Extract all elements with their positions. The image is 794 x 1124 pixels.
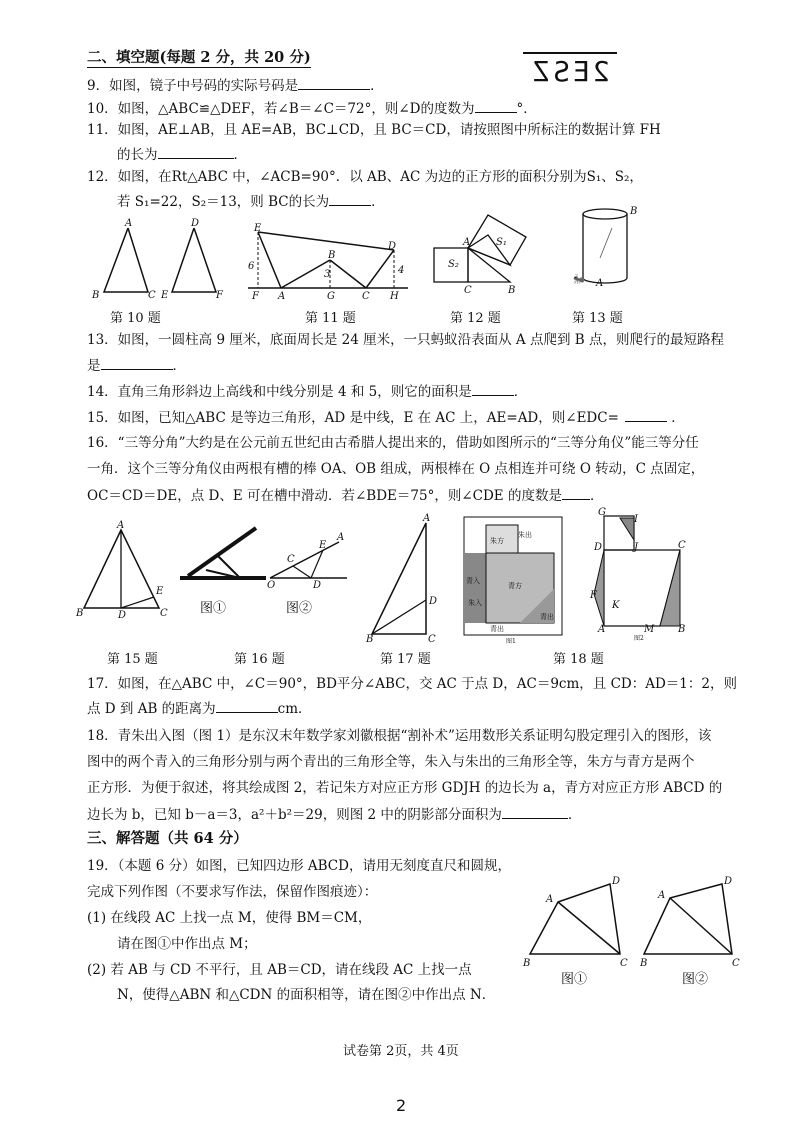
svg-text:A: A	[598, 624, 606, 635]
svg-text:C: C	[148, 290, 156, 301]
question-16-line2: 一角．这个三等分角仪由两根有槽的棒 OA、OB 组成，两根棒在 O 点相连并可绕 O 转动，C 点固定，	[87, 461, 705, 477]
svg-text:🐜: 🐜	[572, 274, 585, 285]
question-19-part1: (1) 在线段 AC 上找一点 M，使得 BM＝CM，	[87, 910, 372, 926]
svg-text:C: C	[464, 285, 472, 296]
svg-text:F: F	[216, 290, 223, 301]
caption-q18: 第 18 题	[553, 652, 604, 667]
page-info: 试卷第 2页，共 4页	[343, 1044, 459, 1059]
svg-text:F: F	[590, 590, 597, 601]
svg-text:A: A	[423, 513, 431, 524]
svg-text:C: C	[428, 634, 436, 645]
figure-q17	[366, 513, 441, 645]
question-18-line3: 正方形．为便于叙述，将其绘成图 2，若记朱方对应正方形 GDJH 的边长为 a，青方对应正方形 ABCD 的	[87, 780, 723, 796]
question-13-line1: 13．如图，一圆柱高 9 厘米，底面周长是 24 厘米，一只蚂蚁沿表面从 A 点爬到 B 点，则爬行的最短路程	[87, 332, 724, 348]
svg-text:E: E	[319, 540, 327, 551]
section-heading-solutions: 三、解答题（共 64 分）	[87, 830, 248, 847]
question-16-line3: OC＝CD＝DE，点 D、E 可在槽中滑动．若∠BDE＝75°，则∠CDE 的度数是 ．	[87, 488, 604, 504]
svg-text:6: 6	[248, 261, 255, 272]
caption-q16: 第 16 题	[234, 652, 285, 667]
svg-text:O: O	[267, 580, 276, 591]
mirror-number-image	[523, 52, 617, 92]
fig16-label-1: 图①	[200, 601, 227, 616]
figure-q19-2	[640, 876, 750, 969]
svg-text:H: H	[390, 291, 399, 302]
question-15: 15．如图，已知△ABC 是等边三角形，AD 是中线，E 在 AC 上，AE=AD，则∠EDC= ．	[87, 410, 685, 426]
svg-text:A: A	[596, 278, 604, 289]
figure-q11	[248, 225, 413, 300]
svg-text:D: D	[388, 241, 397, 252]
figure-q12	[428, 217, 533, 297]
question-13-line2: 是 ．	[87, 358, 186, 374]
question-11-line1: 11．如图，AE⊥AB，且 AE=AB，BC⊥CD，且 BC＝CD，请按照图中所标注的数据计算 FH	[87, 122, 661, 138]
svg-text:C: C	[362, 291, 370, 302]
caption-q13: 第 13 题	[572, 311, 623, 326]
question-18-line1: 18．青朱出入图（图 1）是东汉末年数学家刘徽根据“割补术”运用数形关系证明勾股定理引入的图形，该	[87, 728, 712, 744]
svg-text:A: A	[337, 532, 345, 543]
svg-text:D: D	[594, 542, 603, 553]
svg-text:S₂: S₂	[448, 259, 459, 270]
question-19-line2: 完成下列作图（不要求写作法，保留作图痕迹）：	[87, 884, 378, 900]
question-16-line1: 16．“三等分角”大约是在公元前五世纪由古希腊人提出来的，借助如图所示的“三等分角仪”能三等分任	[87, 435, 699, 451]
svg-text:青入: 青入	[466, 577, 480, 585]
svg-text:B: B	[523, 958, 531, 969]
svg-text:A: A	[125, 218, 133, 229]
svg-text:B: B	[76, 608, 84, 619]
svg-text:B: B	[678, 624, 686, 635]
svg-text:C: C	[620, 958, 628, 969]
caption-q11: 第 11 题	[305, 311, 356, 326]
svg-text:S₁: S₁	[496, 237, 507, 248]
svg-text:B: B	[508, 285, 516, 296]
svg-text:青方: 青方	[508, 582, 522, 590]
svg-text:朱入: 朱入	[468, 599, 482, 607]
svg-text:E: E	[254, 223, 262, 234]
page-number: 2	[396, 1096, 407, 1115]
svg-text:A: A	[658, 890, 666, 901]
fig16-label-2: 图②	[286, 601, 313, 616]
svg-text:朱方: 朱方	[490, 537, 504, 545]
figure-q19-1	[520, 876, 640, 969]
mirror-number-text: 2ESZ	[530, 55, 610, 88]
svg-text:G: G	[327, 291, 335, 302]
svg-text:青出: 青出	[540, 613, 554, 621]
svg-text:B: B	[366, 634, 374, 645]
svg-text:青出: 青出	[490, 625, 504, 633]
question-10: 10．如图，△ABC≌△DEF，若∠B＝∠C＝72°，则∠D的度数为 °．	[87, 101, 537, 117]
question-18-line2: 图中的两个青入的三角形分别与两个青出的三角形全等，朱入与朱出的三角形全等，朱方与青方是两个	[87, 754, 695, 770]
svg-text:D: D	[429, 596, 438, 607]
figure-q16-device	[178, 520, 276, 591]
caption-q17: 第 17 题	[380, 652, 431, 667]
caption-q10: 第 10 题	[110, 311, 161, 326]
figure-q18-fig2	[590, 507, 686, 642]
svg-text:图1: 图1	[506, 638, 516, 645]
svg-text:A: A	[546, 894, 554, 905]
svg-text:D: D	[612, 876, 621, 887]
question-19-part1-instruction: 请在图①中作出点 M；	[117, 936, 257, 952]
svg-text:B: B	[328, 250, 336, 261]
svg-text:K: K	[612, 600, 620, 611]
svg-text:J: J	[634, 542, 639, 553]
svg-text:E: E	[156, 586, 164, 597]
question-17-line1: 17．如图，在△ABC 中，∠C＝90°，BD平分∠ABC，交 AC 于点 D，AC＝9cm，且 CD：AD＝1：2，则	[87, 676, 737, 692]
svg-text:G: G	[598, 507, 606, 518]
svg-text:C: C	[287, 554, 295, 565]
svg-text:A: A	[463, 237, 471, 248]
svg-text:C: C	[160, 608, 168, 619]
svg-text:D: D	[313, 580, 322, 591]
svg-text:D: D	[191, 218, 200, 229]
question-12-line2: 若 S₁=22，S₂＝13，则 BC的长为 ．	[117, 194, 385, 210]
fig19-label-1: 图①	[561, 972, 588, 987]
question-9: 9．如图，镜子中号码的实际号码是 ．	[87, 78, 384, 94]
question-14: 14．直角三角形斜边上高线和中线分别是 4 和 5，则它的面积是 ．	[87, 384, 528, 400]
figure-q13	[572, 208, 642, 290]
section-heading-fill-in: 二、填空题(每题 2 分，共 20 分)	[87, 49, 311, 66]
svg-text:F: F	[252, 291, 259, 302]
svg-text:E: E	[161, 290, 169, 301]
question-19-part2: (2) 若 AB 与 CD 不平行，且 AB＝CD，请在线段 AC 上找一点	[87, 962, 472, 978]
figure-q15	[76, 520, 171, 620]
svg-text:D: D	[118, 610, 127, 621]
svg-text:4: 4	[398, 265, 405, 276]
svg-text:C: C	[732, 958, 740, 969]
svg-text:I: I	[634, 514, 638, 525]
question-11-line2: 的长为 ．	[117, 147, 247, 163]
svg-text:A: A	[117, 520, 125, 531]
question-19-part2-line2: N，使得△ABN 和△CDN 的面积相等，请在图②中作出点 N．	[117, 987, 496, 1003]
figure-q16-diagram	[265, 520, 350, 590]
svg-text:B: B	[640, 958, 648, 969]
svg-text:M: M	[644, 624, 655, 635]
caption-q15: 第 15 题	[107, 652, 158, 667]
figure-q18-fig1	[460, 513, 570, 643]
question-12-line1: 12．如图，在Rt△ABC 中，∠ACB=90°．以 AB、AC 为边的正方形的面积分别为S₁、S₂，	[87, 169, 643, 185]
svg-text:3: 3	[324, 269, 331, 280]
svg-text:B: B	[630, 206, 638, 217]
svg-text:图2: 图2	[634, 635, 644, 642]
caption-q12: 第 12 题	[450, 311, 501, 326]
svg-text:C: C	[678, 540, 686, 551]
svg-text:D: D	[724, 876, 733, 887]
question-17-line2: 点 D 到 AB 的距离为 cm．	[87, 701, 312, 717]
svg-text:朱出: 朱出	[518, 531, 532, 539]
question-18-line4: 边长为 b，已知 b－a＝3，a²＋b²＝29，则图 2 中的阴影部分面积为 ．	[87, 807, 582, 823]
question-19-line1: 19．（本题 6 分）如图，已知四边形 ABCD，请用无刻度直尺和圆规，	[87, 858, 511, 874]
svg-text:A: A	[278, 291, 286, 302]
fig19-label-2: 图②	[682, 972, 709, 987]
figure-q10	[92, 220, 242, 300]
svg-text:B: B	[92, 290, 100, 301]
